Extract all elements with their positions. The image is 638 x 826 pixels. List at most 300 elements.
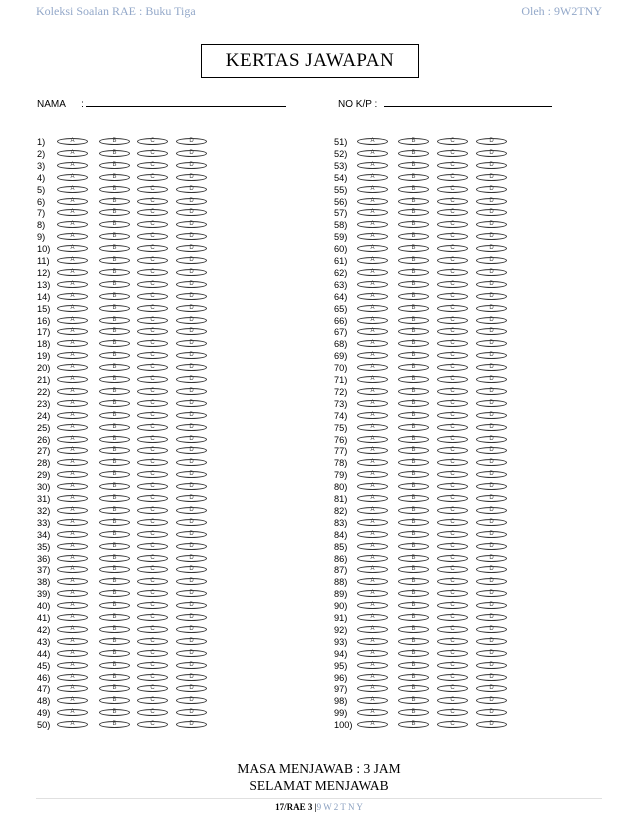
option-bubble-a[interactable]: A: [57, 221, 88, 228]
option-bubble-c[interactable]: C: [437, 459, 468, 466]
option-bubble-b[interactable]: B: [99, 721, 130, 728]
option-bubble-a[interactable]: A: [57, 471, 88, 478]
option-bubble-a[interactable]: A: [57, 412, 88, 419]
option-bubble-c[interactable]: C: [137, 400, 168, 407]
option-bubble-a[interactable]: A: [57, 614, 88, 621]
option-bubble-b[interactable]: B: [398, 352, 429, 359]
option-bubble-a[interactable]: A: [57, 376, 88, 383]
option-bubble-c[interactable]: C: [137, 269, 168, 276]
option-bubble-d[interactable]: D: [176, 685, 207, 692]
option-bubble-c[interactable]: C: [437, 602, 468, 609]
option-bubble-d[interactable]: D: [176, 233, 207, 240]
option-bubble-d[interactable]: D: [176, 424, 207, 431]
option-bubble-d[interactable]: D: [176, 400, 207, 407]
option-bubble-a[interactable]: A: [357, 602, 388, 609]
option-bubble-a[interactable]: A: [57, 305, 88, 312]
option-bubble-c[interactable]: C: [437, 626, 468, 633]
option-bubble-d[interactable]: D: [476, 650, 507, 657]
option-bubble-c[interactable]: C: [137, 602, 168, 609]
option-bubble-a[interactable]: A: [57, 138, 88, 145]
option-bubble-d[interactable]: D: [176, 293, 207, 300]
option-bubble-c[interactable]: C: [137, 340, 168, 347]
option-bubble-a[interactable]: A: [357, 614, 388, 621]
option-bubble-a[interactable]: A: [57, 388, 88, 395]
option-bubble-b[interactable]: B: [99, 507, 130, 514]
option-bubble-a[interactable]: A: [357, 364, 388, 371]
option-bubble-b[interactable]: B: [398, 674, 429, 681]
option-bubble-d[interactable]: D: [476, 221, 507, 228]
option-bubble-b[interactable]: B: [99, 233, 130, 240]
option-bubble-d[interactable]: D: [176, 198, 207, 205]
option-bubble-a[interactable]: A: [357, 447, 388, 454]
option-bubble-c[interactable]: C: [437, 638, 468, 645]
option-bubble-c[interactable]: C: [437, 519, 468, 526]
option-bubble-c[interactable]: C: [137, 186, 168, 193]
option-bubble-d[interactable]: D: [476, 674, 507, 681]
option-bubble-b[interactable]: B: [398, 543, 429, 550]
option-bubble-d[interactable]: D: [176, 317, 207, 324]
option-bubble-c[interactable]: C: [437, 483, 468, 490]
option-bubble-b[interactable]: B: [99, 162, 130, 169]
option-bubble-a[interactable]: A: [57, 162, 88, 169]
option-bubble-c[interactable]: C: [137, 412, 168, 419]
option-bubble-d[interactable]: D: [476, 471, 507, 478]
option-bubble-b[interactable]: B: [398, 245, 429, 252]
option-bubble-a[interactable]: A: [357, 697, 388, 704]
option-bubble-c[interactable]: C: [437, 198, 468, 205]
option-bubble-a[interactable]: A: [57, 150, 88, 157]
option-bubble-c[interactable]: C: [137, 674, 168, 681]
option-bubble-b[interactable]: B: [398, 364, 429, 371]
option-bubble-a[interactable]: A: [57, 436, 88, 443]
option-bubble-c[interactable]: C: [137, 697, 168, 704]
option-bubble-d[interactable]: D: [176, 495, 207, 502]
option-bubble-b[interactable]: B: [99, 709, 130, 716]
option-bubble-c[interactable]: C: [137, 376, 168, 383]
option-bubble-c[interactable]: C: [137, 233, 168, 240]
option-bubble-b[interactable]: B: [99, 602, 130, 609]
option-bubble-a[interactable]: A: [357, 150, 388, 157]
option-bubble-b[interactable]: B: [99, 590, 130, 597]
option-bubble-a[interactable]: A: [57, 674, 88, 681]
option-bubble-a[interactable]: A: [57, 519, 88, 526]
option-bubble-d[interactable]: D: [176, 305, 207, 312]
option-bubble-b[interactable]: B: [398, 388, 429, 395]
option-bubble-a[interactable]: A: [357, 650, 388, 657]
option-bubble-c[interactable]: C: [437, 317, 468, 324]
option-bubble-d[interactable]: D: [176, 447, 207, 454]
option-bubble-b[interactable]: B: [99, 543, 130, 550]
option-bubble-c[interactable]: C: [437, 138, 468, 145]
option-bubble-b[interactable]: B: [398, 626, 429, 633]
option-bubble-b[interactable]: B: [99, 138, 130, 145]
option-bubble-b[interactable]: B: [99, 150, 130, 157]
option-bubble-b[interactable]: B: [398, 328, 429, 335]
option-bubble-a[interactable]: A: [357, 209, 388, 216]
option-bubble-d[interactable]: D: [476, 590, 507, 597]
option-bubble-b[interactable]: B: [99, 245, 130, 252]
option-bubble-d[interactable]: D: [476, 364, 507, 371]
option-bubble-a[interactable]: A: [357, 257, 388, 264]
option-bubble-a[interactable]: A: [57, 424, 88, 431]
option-bubble-b[interactable]: B: [398, 150, 429, 157]
option-bubble-d[interactable]: D: [176, 186, 207, 193]
option-bubble-a[interactable]: A: [357, 495, 388, 502]
option-bubble-c[interactable]: C: [437, 221, 468, 228]
option-bubble-b[interactable]: B: [398, 507, 429, 514]
option-bubble-a[interactable]: A: [57, 638, 88, 645]
option-bubble-c[interactable]: C: [137, 424, 168, 431]
option-bubble-d[interactable]: D: [176, 531, 207, 538]
option-bubble-d[interactable]: D: [476, 340, 507, 347]
option-bubble-c[interactable]: C: [137, 221, 168, 228]
option-bubble-b[interactable]: B: [398, 186, 429, 193]
option-bubble-d[interactable]: D: [476, 483, 507, 490]
option-bubble-c[interactable]: C: [137, 471, 168, 478]
option-bubble-b[interactable]: B: [398, 566, 429, 573]
option-bubble-a[interactable]: A: [357, 543, 388, 550]
option-bubble-c[interactable]: C: [437, 424, 468, 431]
option-bubble-b[interactable]: B: [398, 138, 429, 145]
option-bubble-c[interactable]: C: [437, 352, 468, 359]
option-bubble-b[interactable]: B: [99, 674, 130, 681]
option-bubble-b[interactable]: B: [99, 626, 130, 633]
option-bubble-d[interactable]: D: [176, 471, 207, 478]
option-bubble-d[interactable]: D: [176, 138, 207, 145]
option-bubble-d[interactable]: D: [476, 495, 507, 502]
option-bubble-b[interactable]: B: [99, 685, 130, 692]
option-bubble-a[interactable]: A: [357, 317, 388, 324]
option-bubble-a[interactable]: A: [357, 590, 388, 597]
option-bubble-d[interactable]: D: [476, 281, 507, 288]
option-bubble-a[interactable]: A: [57, 400, 88, 407]
option-bubble-a[interactable]: A: [357, 245, 388, 252]
option-bubble-c[interactable]: C: [137, 662, 168, 669]
option-bubble-d[interactable]: D: [176, 543, 207, 550]
option-bubble-c[interactable]: C: [137, 305, 168, 312]
option-bubble-c[interactable]: C: [437, 614, 468, 621]
option-bubble-b[interactable]: B: [99, 614, 130, 621]
option-bubble-c[interactable]: C: [437, 186, 468, 193]
option-bubble-b[interactable]: B: [99, 257, 130, 264]
option-bubble-b[interactable]: B: [398, 578, 429, 585]
option-bubble-a[interactable]: A: [57, 174, 88, 181]
option-bubble-c[interactable]: C: [137, 531, 168, 538]
option-bubble-c[interactable]: C: [437, 697, 468, 704]
option-bubble-b[interactable]: B: [99, 305, 130, 312]
option-bubble-a[interactable]: A: [57, 685, 88, 692]
option-bubble-b[interactable]: B: [99, 317, 130, 324]
option-bubble-b[interactable]: B: [398, 471, 429, 478]
option-bubble-b[interactable]: B: [99, 221, 130, 228]
option-bubble-b[interactable]: B: [398, 459, 429, 466]
option-bubble-b[interactable]: B: [398, 650, 429, 657]
option-bubble-c[interactable]: C: [437, 209, 468, 216]
option-bubble-b[interactable]: B: [398, 685, 429, 692]
option-bubble-c[interactable]: C: [437, 269, 468, 276]
option-bubble-d[interactable]: D: [476, 317, 507, 324]
option-bubble-a[interactable]: A: [357, 721, 388, 728]
option-bubble-a[interactable]: A: [57, 293, 88, 300]
option-bubble-a[interactable]: A: [357, 138, 388, 145]
option-bubble-d[interactable]: D: [476, 412, 507, 419]
option-bubble-c[interactable]: C: [137, 519, 168, 526]
option-bubble-c[interactable]: C: [137, 436, 168, 443]
option-bubble-c[interactable]: C: [437, 412, 468, 419]
option-bubble-d[interactable]: D: [476, 602, 507, 609]
option-bubble-a[interactable]: A: [357, 471, 388, 478]
option-bubble-c[interactable]: C: [437, 709, 468, 716]
option-bubble-b[interactable]: B: [99, 555, 130, 562]
option-bubble-a[interactable]: A: [357, 459, 388, 466]
option-bubble-b[interactable]: B: [99, 650, 130, 657]
option-bubble-b[interactable]: B: [99, 328, 130, 335]
option-bubble-c[interactable]: C: [137, 281, 168, 288]
option-bubble-b[interactable]: B: [99, 376, 130, 383]
option-bubble-c[interactable]: C: [137, 566, 168, 573]
option-bubble-b[interactable]: B: [398, 221, 429, 228]
option-bubble-a[interactable]: A: [357, 626, 388, 633]
option-bubble-d[interactable]: D: [476, 709, 507, 716]
option-bubble-c[interactable]: C: [137, 459, 168, 466]
option-bubble-c[interactable]: C: [437, 364, 468, 371]
option-bubble-b[interactable]: B: [398, 483, 429, 490]
option-bubble-d[interactable]: D: [476, 209, 507, 216]
option-bubble-a[interactable]: A: [357, 340, 388, 347]
option-bubble-a[interactable]: A: [357, 293, 388, 300]
option-bubble-b[interactable]: B: [398, 412, 429, 419]
option-bubble-a[interactable]: A: [357, 507, 388, 514]
option-bubble-b[interactable]: B: [398, 376, 429, 383]
option-bubble-b[interactable]: B: [99, 400, 130, 407]
option-bubble-c[interactable]: C: [437, 447, 468, 454]
option-bubble-b[interactable]: B: [398, 697, 429, 704]
option-bubble-a[interactable]: A: [57, 650, 88, 657]
option-bubble-b[interactable]: B: [99, 662, 130, 669]
option-bubble-d[interactable]: D: [176, 269, 207, 276]
option-bubble-a[interactable]: A: [57, 257, 88, 264]
option-bubble-d[interactable]: D: [176, 578, 207, 585]
option-bubble-a[interactable]: A: [357, 519, 388, 526]
option-bubble-a[interactable]: A: [57, 626, 88, 633]
option-bubble-c[interactable]: C: [437, 328, 468, 335]
option-bubble-d[interactable]: D: [476, 424, 507, 431]
option-bubble-d[interactable]: D: [176, 590, 207, 597]
option-bubble-b[interactable]: B: [398, 305, 429, 312]
option-bubble-d[interactable]: D: [476, 376, 507, 383]
option-bubble-b[interactable]: B: [398, 721, 429, 728]
option-bubble-c[interactable]: C: [137, 245, 168, 252]
option-bubble-a[interactable]: A: [357, 566, 388, 573]
option-bubble-b[interactable]: B: [398, 555, 429, 562]
option-bubble-d[interactable]: D: [176, 340, 207, 347]
option-bubble-d[interactable]: D: [476, 543, 507, 550]
option-bubble-a[interactable]: A: [57, 352, 88, 359]
option-bubble-c[interactable]: C: [437, 305, 468, 312]
option-bubble-d[interactable]: D: [476, 293, 507, 300]
option-bubble-c[interactable]: C: [137, 614, 168, 621]
option-bubble-c[interactable]: C: [137, 721, 168, 728]
option-bubble-c[interactable]: C: [137, 328, 168, 335]
option-bubble-c[interactable]: C: [137, 626, 168, 633]
option-bubble-c[interactable]: C: [137, 174, 168, 181]
option-bubble-d[interactable]: D: [476, 662, 507, 669]
option-bubble-a[interactable]: A: [57, 328, 88, 335]
option-bubble-a[interactable]: A: [357, 269, 388, 276]
option-bubble-d[interactable]: D: [476, 162, 507, 169]
option-bubble-d[interactable]: D: [176, 162, 207, 169]
option-bubble-c[interactable]: C: [137, 685, 168, 692]
option-bubble-c[interactable]: C: [137, 590, 168, 597]
option-bubble-c[interactable]: C: [437, 531, 468, 538]
option-bubble-d[interactable]: D: [476, 138, 507, 145]
option-bubble-d[interactable]: D: [476, 626, 507, 633]
option-bubble-c[interactable]: C: [437, 388, 468, 395]
option-bubble-a[interactable]: A: [357, 221, 388, 228]
option-bubble-d[interactable]: D: [476, 531, 507, 538]
option-bubble-d[interactable]: D: [476, 198, 507, 205]
option-bubble-a[interactable]: A: [57, 483, 88, 490]
option-bubble-b[interactable]: B: [99, 281, 130, 288]
option-bubble-b[interactable]: B: [398, 436, 429, 443]
option-bubble-a[interactable]: A: [357, 162, 388, 169]
option-bubble-a[interactable]: A: [357, 352, 388, 359]
option-bubble-d[interactable]: D: [176, 483, 207, 490]
option-bubble-b[interactable]: B: [398, 602, 429, 609]
option-bubble-b[interactable]: B: [99, 697, 130, 704]
option-bubble-b[interactable]: B: [398, 340, 429, 347]
option-bubble-a[interactable]: A: [57, 198, 88, 205]
option-bubble-c[interactable]: C: [437, 495, 468, 502]
option-bubble-d[interactable]: D: [176, 364, 207, 371]
option-bubble-d[interactable]: D: [476, 566, 507, 573]
option-bubble-b[interactable]: B: [99, 519, 130, 526]
option-bubble-b[interactable]: B: [99, 340, 130, 347]
option-bubble-d[interactable]: D: [176, 376, 207, 383]
option-bubble-c[interactable]: C: [137, 388, 168, 395]
option-bubble-a[interactable]: A: [57, 578, 88, 585]
option-bubble-b[interactable]: B: [398, 233, 429, 240]
option-bubble-a[interactable]: A: [357, 531, 388, 538]
option-bubble-a[interactable]: A: [357, 174, 388, 181]
option-bubble-a[interactable]: A: [57, 566, 88, 573]
option-bubble-a[interactable]: A: [57, 459, 88, 466]
option-bubble-d[interactable]: D: [476, 174, 507, 181]
option-bubble-a[interactable]: A: [57, 697, 88, 704]
option-bubble-a[interactable]: A: [57, 447, 88, 454]
option-bubble-d[interactable]: D: [176, 281, 207, 288]
option-bubble-d[interactable]: D: [476, 400, 507, 407]
option-bubble-b[interactable]: B: [99, 174, 130, 181]
option-bubble-a[interactable]: A: [57, 721, 88, 728]
option-bubble-c[interactable]: C: [437, 662, 468, 669]
option-bubble-a[interactable]: A: [357, 424, 388, 431]
option-bubble-c[interactable]: C: [137, 150, 168, 157]
option-bubble-a[interactable]: A: [57, 602, 88, 609]
option-bubble-a[interactable]: A: [57, 364, 88, 371]
option-bubble-a[interactable]: A: [357, 555, 388, 562]
option-bubble-b[interactable]: B: [398, 209, 429, 216]
option-bubble-b[interactable]: B: [99, 198, 130, 205]
option-bubble-d[interactable]: D: [476, 233, 507, 240]
option-bubble-d[interactable]: D: [476, 436, 507, 443]
option-bubble-a[interactable]: A: [57, 507, 88, 514]
option-bubble-d[interactable]: D: [476, 447, 507, 454]
option-bubble-c[interactable]: C: [137, 209, 168, 216]
option-bubble-d[interactable]: D: [176, 614, 207, 621]
option-bubble-a[interactable]: A: [57, 340, 88, 347]
option-bubble-a[interactable]: A: [57, 543, 88, 550]
option-bubble-b[interactable]: B: [398, 709, 429, 716]
option-bubble-b[interactable]: B: [398, 281, 429, 288]
option-bubble-d[interactable]: D: [476, 305, 507, 312]
option-bubble-b[interactable]: B: [398, 531, 429, 538]
option-bubble-d[interactable]: D: [476, 388, 507, 395]
option-bubble-d[interactable]: D: [176, 150, 207, 157]
option-bubble-a[interactable]: A: [57, 281, 88, 288]
option-bubble-d[interactable]: D: [176, 519, 207, 526]
option-bubble-d[interactable]: D: [476, 507, 507, 514]
option-bubble-c[interactable]: C: [137, 257, 168, 264]
option-bubble-b[interactable]: B: [99, 412, 130, 419]
option-bubble-b[interactable]: B: [99, 495, 130, 502]
option-bubble-c[interactable]: C: [437, 566, 468, 573]
option-bubble-a[interactable]: A: [357, 400, 388, 407]
option-bubble-b[interactable]: B: [398, 662, 429, 669]
option-bubble-d[interactable]: D: [176, 352, 207, 359]
option-bubble-d[interactable]: D: [476, 245, 507, 252]
option-bubble-a[interactable]: A: [357, 233, 388, 240]
option-bubble-b[interactable]: B: [99, 436, 130, 443]
option-bubble-c[interactable]: C: [437, 650, 468, 657]
option-bubble-a[interactable]: A: [57, 531, 88, 538]
option-bubble-d[interactable]: D: [176, 328, 207, 335]
option-bubble-d[interactable]: D: [176, 412, 207, 419]
option-bubble-c[interactable]: C: [437, 685, 468, 692]
option-bubble-b[interactable]: B: [398, 198, 429, 205]
option-bubble-c[interactable]: C: [437, 578, 468, 585]
option-bubble-d[interactable]: D: [176, 602, 207, 609]
option-bubble-b[interactable]: B: [99, 483, 130, 490]
option-bubble-a[interactable]: A: [357, 638, 388, 645]
option-bubble-d[interactable]: D: [176, 245, 207, 252]
option-bubble-b[interactable]: B: [99, 578, 130, 585]
option-bubble-c[interactable]: C: [137, 352, 168, 359]
option-bubble-d[interactable]: D: [176, 566, 207, 573]
option-bubble-c[interactable]: C: [137, 709, 168, 716]
option-bubble-c[interactable]: C: [137, 447, 168, 454]
option-bubble-b[interactable]: B: [398, 447, 429, 454]
option-bubble-a[interactable]: A: [57, 495, 88, 502]
option-bubble-d[interactable]: D: [176, 436, 207, 443]
option-bubble-b[interactable]: B: [99, 293, 130, 300]
option-bubble-c[interactable]: C: [137, 578, 168, 585]
option-bubble-a[interactable]: A: [57, 662, 88, 669]
option-bubble-b[interactable]: B: [398, 257, 429, 264]
option-bubble-b[interactable]: B: [99, 388, 130, 395]
option-bubble-b[interactable]: B: [398, 162, 429, 169]
option-bubble-c[interactable]: C: [137, 317, 168, 324]
option-bubble-b[interactable]: B: [398, 293, 429, 300]
option-bubble-b[interactable]: B: [99, 447, 130, 454]
option-bubble-b[interactable]: B: [99, 352, 130, 359]
option-bubble-d[interactable]: D: [176, 650, 207, 657]
option-bubble-b[interactable]: B: [99, 471, 130, 478]
option-bubble-a[interactable]: A: [57, 233, 88, 240]
option-bubble-c[interactable]: C: [137, 162, 168, 169]
option-bubble-d[interactable]: D: [176, 555, 207, 562]
option-bubble-d[interactable]: D: [476, 150, 507, 157]
